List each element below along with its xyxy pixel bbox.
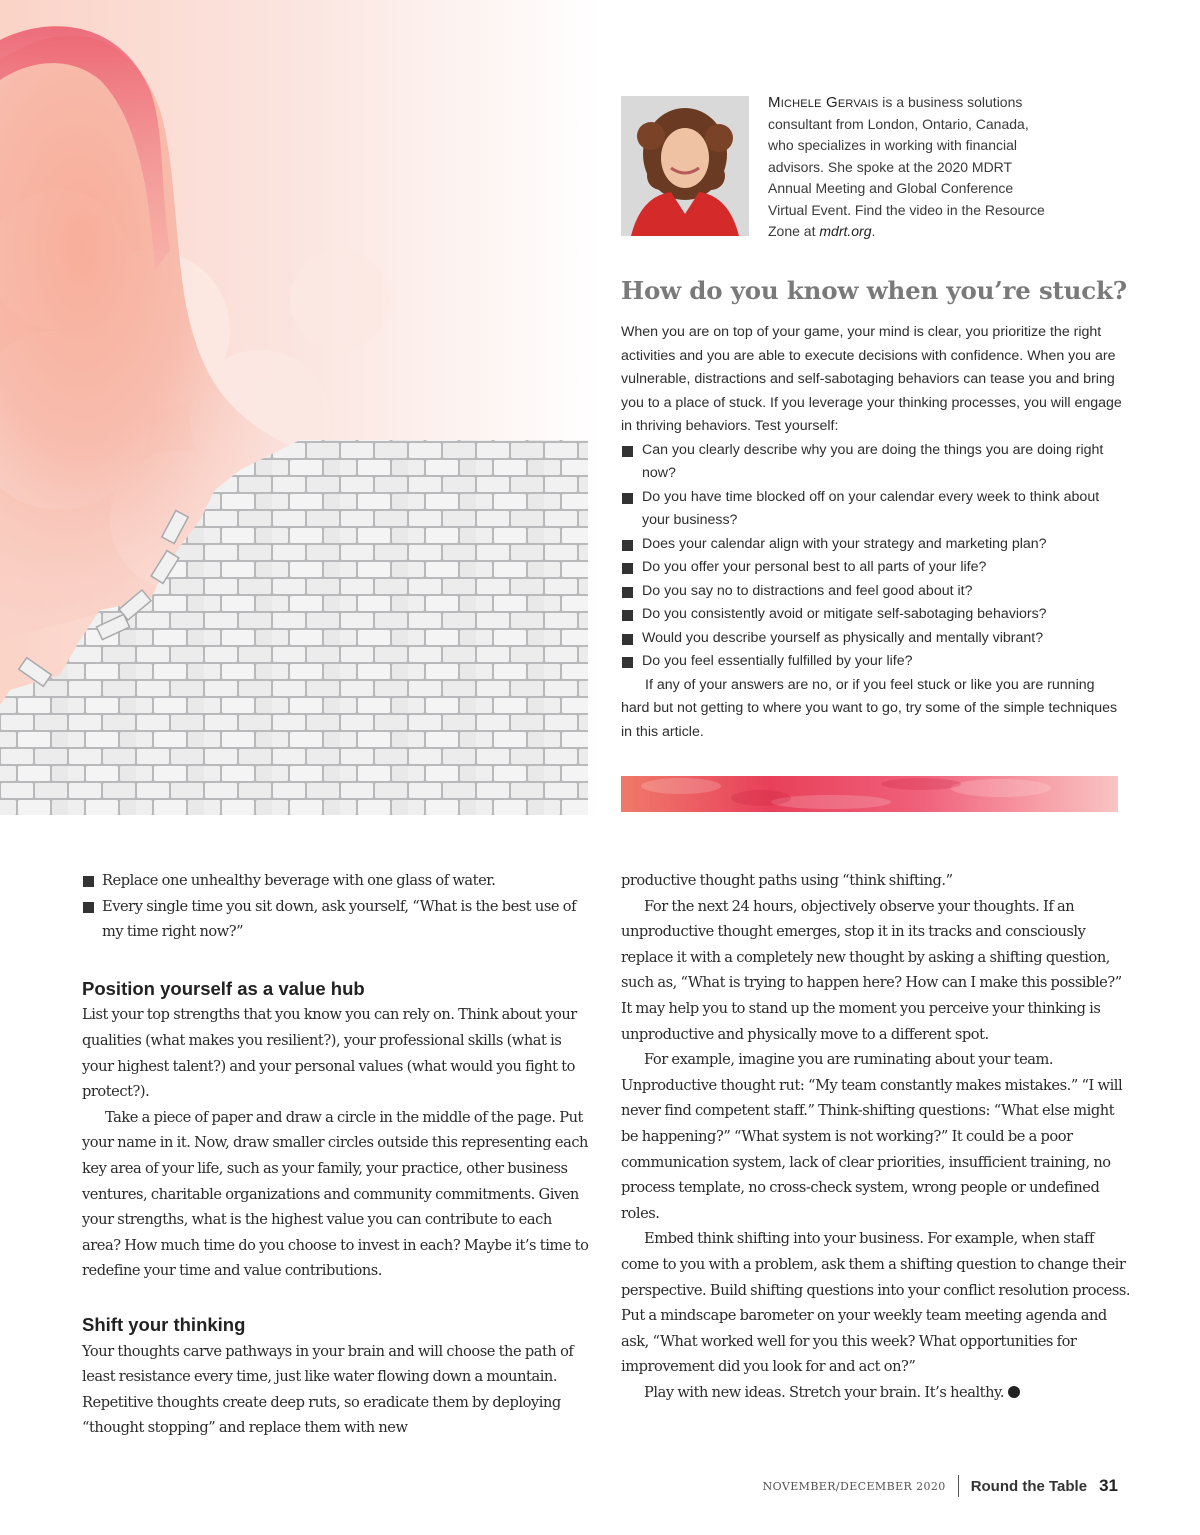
paragraph: For the next 24 hours, objectively observe your thoughts. If an unproductive thought emerges, stop it in its tracks and consciously replace it with a completely new thought by asking a shifting question, such as, “What is trying to happen here? How can I make this possible?” It may help you to stand up the moment you perceive your thinking is unproductive and physically move to a different spot.	[621, 897, 1122, 1043]
closing-text: Play with new ideas. Stretch your brain. It’s healthy.	[644, 1383, 1005, 1401]
author-bio-end: .	[871, 223, 876, 239]
sidebar-question: Would you describe yourself as physically and mentally vibrant?	[621, 627, 1126, 651]
paragraph: productive thought paths using “think shifting.”	[621, 872, 953, 889]
paragraph: Embed think shifting into your business. For example, when staff come to you with a problem, ask them a shifting question to change their perspective. Build shifting questions into your conflict resolution process. Put a mindscape barometer on your weekly team meeting agenda and ask, “What worked well for you this week? What opportunities for improvement did you look for and act on?”	[621, 1230, 1131, 1376]
watercolor-divider	[621, 776, 1118, 812]
sidebar-question: Do you feel essentially fulfilled by your life?	[621, 650, 1126, 674]
author-link[interactable]: mdrt.org	[819, 223, 872, 239]
footer-divider	[958, 1475, 959, 1497]
sidebar-outro: If any of your answers are no, or if you feel stuck or like you are running hard but not getting to where you want to go, try some of the simple techniques in this article.	[621, 676, 1118, 740]
tip-item: Replace one unhealthy beverage with one glass of water.	[82, 868, 592, 894]
author-bio-text: is a business solutions consultant from London, Ontario, Canada, who specializes in working with financial advisors. She spoke at the 2020 MDRT Annual Meeting and Global Conference Virtual Event. Find the video in the Resource Zone at	[768, 94, 1045, 239]
issue-date: NOVEMBER/DECEMBER 2020	[762, 1479, 946, 1493]
end-mark-icon	[1008, 1386, 1020, 1398]
section-heading-value-hub: Position yourself as a value hub	[82, 977, 365, 999]
hero-illustration	[0, 0, 600, 815]
author-bio	[768, 92, 1053, 243]
tips-list	[82, 868, 592, 945]
sidebar-title: How do you know when you’re stuck?	[621, 276, 1127, 305]
sidebar-body	[621, 321, 1126, 744]
paragraph: For example, imagine you are ruminating about your team. Unproductive thought rut: “My team constantly makes mistakes.” “I will never find competent staff.” Think-shifting questions: “What else might be happening?” “What system is not working?” It could be a poor communication system, lack of clear priorities, insufficient training, no process template, no cross-check system, wrong people or undefined roles.	[621, 1051, 1123, 1222]
paragraph: Take a piece of paper and draw a circle in the middle of the page. Put your name in it. Now, draw smaller circles outside this representing each key area of your life, such as your family, your practice, other business ventures, charitable organizations and community commitments. Given your strengths, what is the highest value you can contribute to each area? How much time do you choose to invest in each? Maybe it’s time to redefine your time and value contributions.	[82, 1108, 589, 1280]
sidebar-question: Can you clearly describe why you are doing the things you are doing right now?	[621, 439, 1126, 486]
paragraph: Your thoughts carve pathways in your brain and will choose the path of least resistance every time, just like water flowing down a mountain. Repetitive thoughts create deep ruts, so eradicate them by deploying “thought stopping” and replace them with new	[82, 1342, 574, 1437]
article-right-column	[621, 868, 1131, 1405]
sidebar-question: Do you say no to distractions and feel good about it?	[621, 580, 1126, 604]
sidebar-question: Do you have time blocked off on your calendar every week to think about your business?	[621, 486, 1126, 533]
sidebar-question: Does your calendar align with your strategy and marketing plan?	[621, 533, 1126, 557]
page-footer	[763, 1474, 1118, 1498]
sidebar-question: Do you offer your personal best to all parts of your life?	[621, 556, 1126, 580]
author-name: Michele Gervais	[768, 94, 879, 111]
author-photo	[621, 96, 749, 236]
closing-paragraph	[621, 1380, 1131, 1406]
magazine-name: Round the Table	[970, 1477, 1088, 1495]
section-heading-shift-thinking: Shift your thinking	[82, 1313, 246, 1335]
paragraph: List your top strengths that you know you can rely on. Think about your qualities (what makes you resilient?), your professional skills (what is your highest talent?) and your personal values (what would you fight to protect?).	[82, 1006, 577, 1101]
tip-item: Every single time you sit down, ask yourself, “What is the best use of my time right now?”	[82, 894, 592, 945]
sidebar-intro: When you are on top of your game, your mind is clear, you prioritize the right activities and you are able to execute decisions with confidence. When you are vulnerable, distractions and self-sabotaging behaviors can tease you and bring you to a place of stuck. If you leverage your thinking processes, you will engage in thriving behaviors. Test yourself:	[621, 324, 1122, 434]
sidebar-question: Do you consistently avoid or mitigate self-sabotaging behaviors?	[621, 603, 1126, 627]
page-number: 31	[1099, 1476, 1118, 1495]
sidebar-question-list	[621, 439, 1126, 674]
article-left-column	[82, 868, 592, 1441]
